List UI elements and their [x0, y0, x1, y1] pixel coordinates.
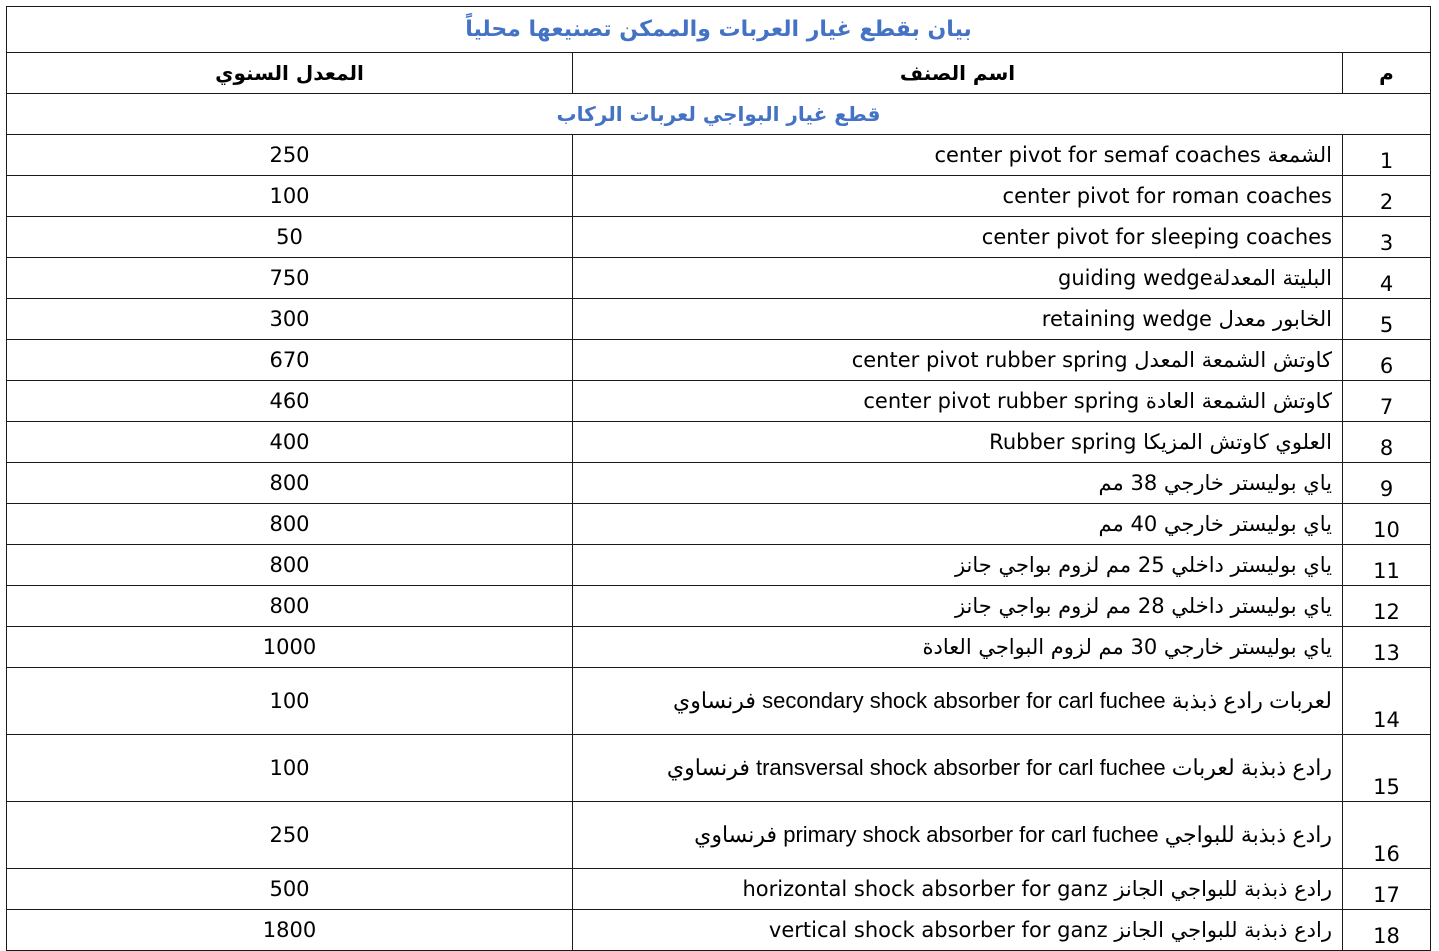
item-name-cell: ياي بوليستر داخلي 28 مم لزوم بواجي جانز	[573, 586, 1343, 627]
row-number-cell: 18	[1343, 910, 1431, 951]
row-number-cell: 3	[1343, 217, 1431, 258]
item-name-cell: الشمعة center pivot for semaf coaches	[573, 135, 1343, 176]
item-name-cell: لعربات رادع ذبذبة secondary shock absorber for carl fuchee فرنساوي	[573, 668, 1343, 735]
annual-rate-cell: 100	[7, 668, 573, 735]
table-row	[7, 802, 1431, 869]
row-number-cell: 6	[1343, 340, 1431, 381]
table-row	[7, 627, 1431, 668]
table-row	[7, 381, 1431, 422]
spare-parts-sheet	[6, 6, 1430, 951]
row-number-cell: 16	[1343, 802, 1431, 869]
table-row	[7, 258, 1431, 299]
item-name-cell: رادع ذبذبة للبواجي الجانز horizontal shock absorber for ganz	[573, 869, 1343, 910]
annual-rate-cell: 250	[7, 135, 573, 176]
table-row	[7, 735, 1431, 802]
item-name-cell: رادع ذبذبة لعربات transversal shock absorber for carl fuchee فرنساوي	[573, 735, 1343, 802]
item-name-cell: الخابور معدل retaining wedge	[573, 299, 1343, 340]
table-row	[7, 217, 1431, 258]
annual-rate-cell: 100	[7, 735, 573, 802]
item-name-cell: كاوتش الشمعة المعدل center pivot rubber spring	[573, 340, 1343, 381]
row-number-cell: 9	[1343, 463, 1431, 504]
table-row	[7, 463, 1431, 504]
table-row	[7, 586, 1431, 627]
section-title: قطع غيار البواجي لعربات الركاب	[7, 94, 1431, 135]
table-row	[7, 668, 1431, 735]
item-name-cell: ياي بوليستر خارجي 38 مم	[573, 463, 1343, 504]
row-number-cell: 8	[1343, 422, 1431, 463]
row-number-cell: 15	[1343, 735, 1431, 802]
table-row	[7, 135, 1431, 176]
item-name-cell: البليتة المعدلةguiding wedge	[573, 258, 1343, 299]
annual-rate-cell: 1000	[7, 627, 573, 668]
item-name-cell: center pivot for roman coaches	[573, 176, 1343, 217]
header-row	[7, 53, 1431, 94]
item-name-cell: ياي بوليستر خارجي 30 مم لزوم البواجي العادة	[573, 627, 1343, 668]
sheet-title: بيان بقطع غيار العربات والممكن تصنيعها محلياً	[7, 7, 1431, 53]
item-name-cell: رادع ذبذبة للبواجي الجانز vertical shock absorber for ganz	[573, 910, 1343, 951]
spare-parts-table	[6, 6, 1431, 951]
item-name-cell: رادع ذبذبة للبواجي primary shock absorber for carl fuchee فرنساوي	[573, 802, 1343, 869]
annual-rate-cell: 800	[7, 504, 573, 545]
row-number-cell: 7	[1343, 381, 1431, 422]
item-name-cell: ياي بوليستر داخلي 25 مم لزوم بواجي جانز	[573, 545, 1343, 586]
header-annual-rate: المعدل السنوي	[7, 53, 573, 94]
annual-rate-cell: 300	[7, 299, 573, 340]
item-name-cell: العلوي كاوتش المزيكا Rubber spring	[573, 422, 1343, 463]
annual-rate-cell: 400	[7, 422, 573, 463]
row-number-cell: 17	[1343, 869, 1431, 910]
annual-rate-cell: 750	[7, 258, 573, 299]
row-number-cell: 2	[1343, 176, 1431, 217]
row-number-cell: 11	[1343, 545, 1431, 586]
annual-rate-cell: 50	[7, 217, 573, 258]
annual-rate-cell: 800	[7, 586, 573, 627]
annual-rate-cell: 1800	[7, 910, 573, 951]
row-number-cell: 12	[1343, 586, 1431, 627]
table-row	[7, 869, 1431, 910]
table-row	[7, 340, 1431, 381]
row-number-cell: 4	[1343, 258, 1431, 299]
header-number: م	[1343, 53, 1431, 94]
table-row	[7, 545, 1431, 586]
table-row	[7, 299, 1431, 340]
title-row	[7, 7, 1431, 53]
row-number-cell: 13	[1343, 627, 1431, 668]
section-row	[7, 94, 1431, 135]
table-row	[7, 910, 1431, 951]
table-row	[7, 422, 1431, 463]
row-number-cell: 1	[1343, 135, 1431, 176]
annual-rate-cell: 250	[7, 802, 573, 869]
row-number-cell: 5	[1343, 299, 1431, 340]
annual-rate-cell: 100	[7, 176, 573, 217]
header-item-name: اسم الصنف	[573, 53, 1343, 94]
annual-rate-cell: 670	[7, 340, 573, 381]
annual-rate-cell: 460	[7, 381, 573, 422]
item-name-cell: كاوتش الشمعة العادة center pivot rubber spring	[573, 381, 1343, 422]
row-number-cell: 14	[1343, 668, 1431, 735]
item-name-cell: ياي بوليستر خارجي 40 مم	[573, 504, 1343, 545]
annual-rate-cell: 500	[7, 869, 573, 910]
table-row	[7, 504, 1431, 545]
table-row	[7, 176, 1431, 217]
item-name-cell: center pivot for sleeping coaches	[573, 217, 1343, 258]
annual-rate-cell: 800	[7, 463, 573, 504]
row-number-cell: 10	[1343, 504, 1431, 545]
annual-rate-cell: 800	[7, 545, 573, 586]
